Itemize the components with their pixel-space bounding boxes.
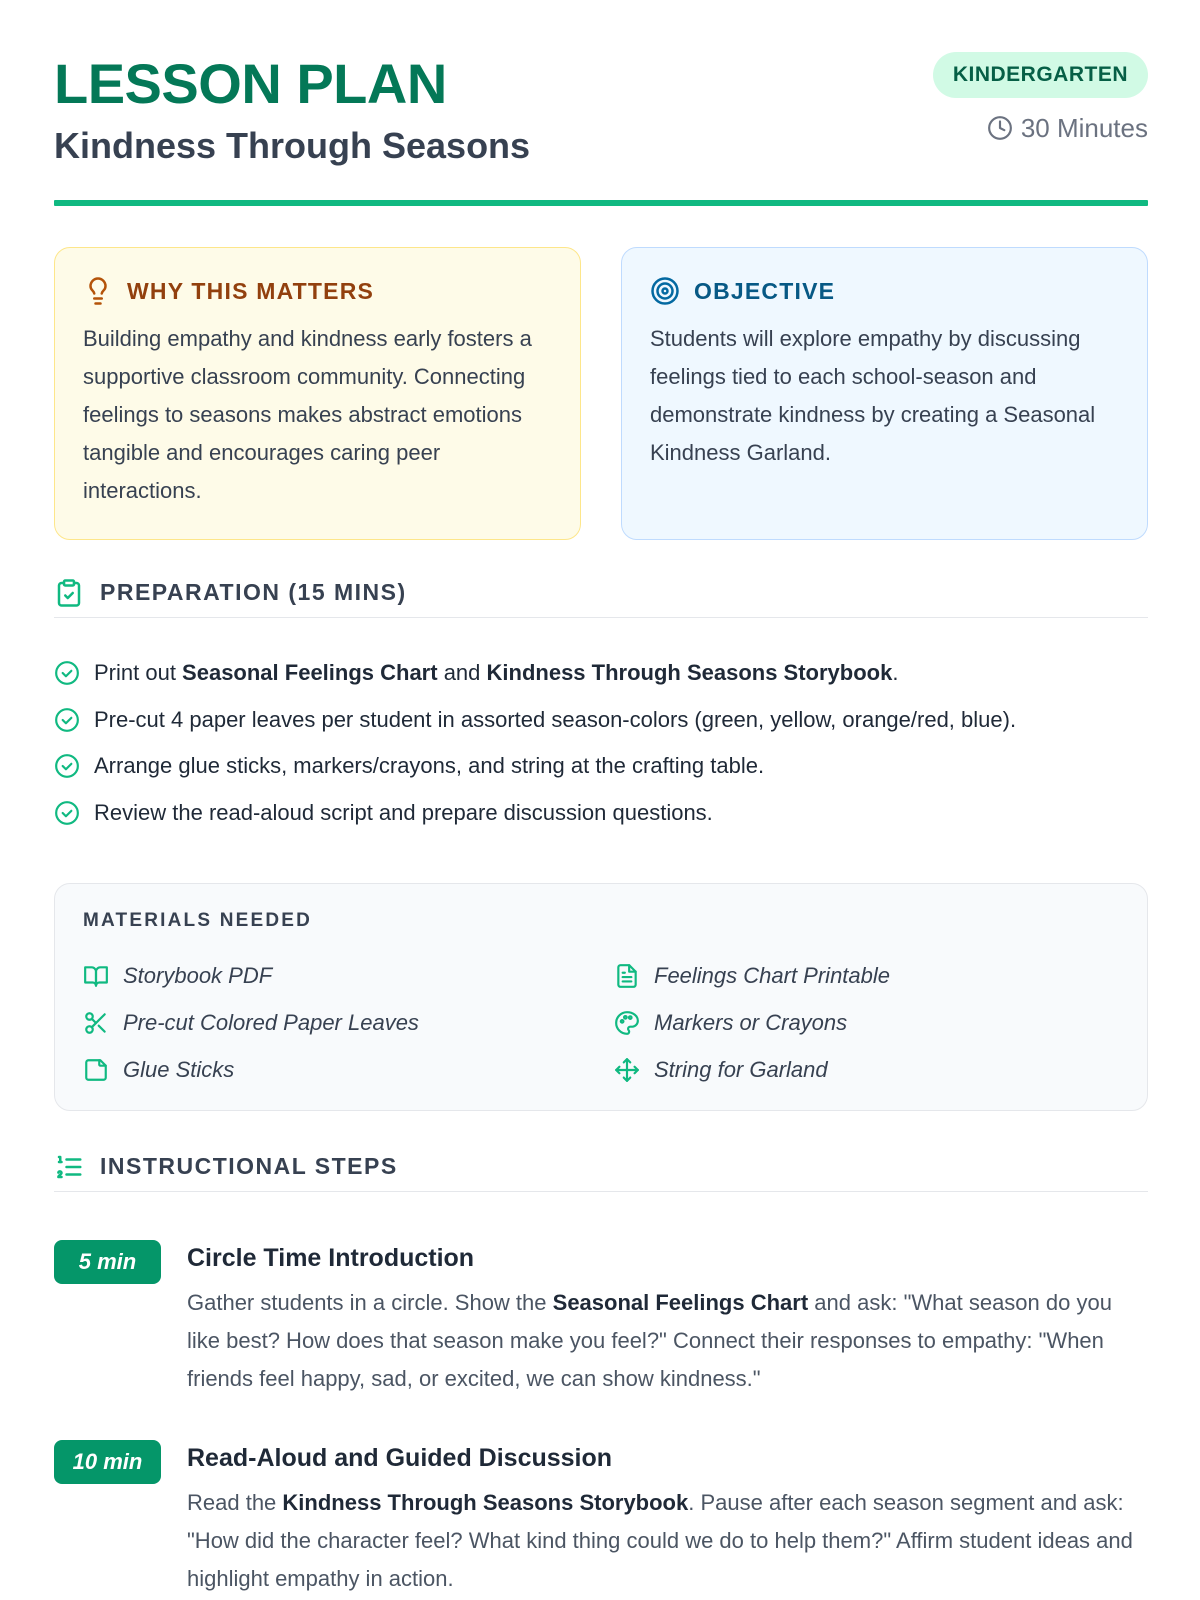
material-item: Markers or Crayons bbox=[614, 999, 1114, 1046]
target-icon bbox=[650, 276, 680, 306]
materials-title: MATERIALS NEEDED bbox=[83, 910, 313, 931]
material-item: Pre-cut Colored Paper Leaves bbox=[83, 999, 614, 1046]
materials-grid bbox=[83, 952, 1119, 1093]
list-item-text: Arrange glue sticks, markers/crayons, and string at the crafting table. bbox=[94, 753, 765, 779]
duration-label: 30 Minutes bbox=[1020, 112, 1148, 143]
objective-header bbox=[650, 274, 1119, 308]
list-item bbox=[54, 650, 1148, 697]
palette-icon bbox=[614, 1010, 640, 1036]
numbered-list-icon bbox=[54, 1151, 84, 1183]
objective-card bbox=[621, 247, 1148, 540]
preparation-header bbox=[54, 576, 1148, 618]
preparation-checklist bbox=[54, 650, 1148, 836]
list-item bbox=[54, 743, 1148, 790]
clock-icon bbox=[987, 115, 1013, 141]
step-time-badge: 10 min bbox=[54, 1440, 161, 1484]
document-icon bbox=[614, 963, 640, 989]
list-item bbox=[54, 790, 1148, 837]
why-text: Building empathy and kindness early fosters a supportive classroom community. Connecting feelings to seasons makes abstract emotions tangible and encourages caring peer interactions. bbox=[83, 326, 532, 503]
page-title: LESSON PLAN bbox=[54, 52, 447, 115]
step-body bbox=[187, 1440, 1148, 1598]
lesson-subtitle: Kindness Through Seasons bbox=[54, 125, 531, 166]
step-title: Read-Aloud and Guided Discussion bbox=[187, 1444, 613, 1472]
material-item: String for Garland bbox=[614, 1046, 1114, 1093]
list-item-text: Review the read-aloud script and prepare discussion questions. bbox=[94, 799, 713, 825]
list-item-text: Print out Seasonal Feelings Chart and Kindness Through Seasons Storybook. bbox=[94, 660, 899, 686]
step-text: Gather students in a circle. Show the Seasonal Feelings Chart and ask: "What season do you like best? How does that season make you feel?" Connect their responses to empathy: "When friends feel happy, sad, or excited, we can show kindness." bbox=[187, 1290, 1112, 1391]
step-title: Circle Time Introduction bbox=[187, 1244, 475, 1272]
materials-box bbox=[54, 883, 1148, 1111]
sticky-note-icon bbox=[83, 1057, 109, 1083]
header-divider bbox=[54, 200, 1148, 206]
step-text: Read the Kindness Through Seasons Storybook. Pause after each season segment and ask: "How did the character feel? What kind thing could we do to help them?" Affirm student ideas and highlight empathy in action. bbox=[187, 1490, 1133, 1591]
move-icon bbox=[614, 1057, 640, 1083]
clipboard-check-icon bbox=[54, 577, 84, 609]
lesson-plan-page bbox=[54, 0, 1148, 1600]
scissors-icon bbox=[83, 1010, 109, 1036]
duration bbox=[987, 110, 1148, 146]
objective-title: OBJECTIVE bbox=[694, 277, 836, 304]
objective-text: Students will explore empathy by discussing feelings tied to each school-season and demonstrate kindness by creating a Seasonal Kindness Garland. bbox=[650, 326, 1096, 465]
list-item bbox=[54, 697, 1148, 744]
check-circle-icon bbox=[54, 753, 80, 779]
preparation-title: PREPARATION (15 MINS) bbox=[100, 579, 407, 605]
material-item: Glue Sticks bbox=[83, 1046, 614, 1093]
material-item: Storybook PDF bbox=[83, 952, 614, 999]
why-header bbox=[83, 274, 552, 308]
check-circle-icon bbox=[54, 800, 80, 826]
step-body bbox=[187, 1240, 1148, 1398]
material-item: Feelings Chart Printable bbox=[614, 952, 1114, 999]
step-time-badge: 5 min bbox=[54, 1240, 161, 1284]
check-circle-icon bbox=[54, 660, 80, 686]
instructional-steps-title: INSTRUCTIONAL STEPS bbox=[100, 1153, 398, 1179]
book-icon bbox=[83, 963, 109, 989]
instructional-steps-header bbox=[54, 1150, 1148, 1192]
list-item-text: Pre-cut 4 paper leaves per student in assorted season-colors (green, yellow, orange/red, blue). bbox=[94, 706, 1017, 732]
lightbulb-icon bbox=[83, 276, 113, 306]
why-title: WHY THIS MATTERS bbox=[127, 277, 375, 304]
why-this-matters-card bbox=[54, 247, 581, 540]
grade-badge: KINDERGARTEN bbox=[933, 52, 1148, 98]
check-circle-icon bbox=[54, 707, 80, 733]
